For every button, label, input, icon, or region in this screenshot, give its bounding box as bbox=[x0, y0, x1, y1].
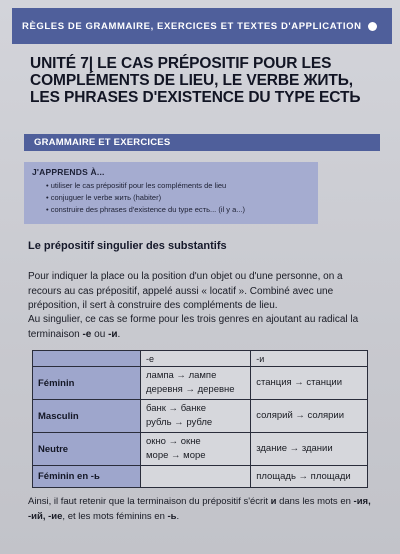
table-cell-line: рубль → рубле bbox=[146, 417, 213, 428]
chapter-banner-text: RÈGLES DE GRAMMAIRE, EXERCICES ET TEXTES D'APPLICATION bbox=[22, 20, 362, 32]
table-row bbox=[33, 466, 368, 488]
paragraph-rule bbox=[28, 494, 378, 524]
declension-table bbox=[32, 350, 368, 488]
section-header: GRAMMAIRE ET EXERCICES bbox=[24, 134, 380, 151]
paragraph-formation-or: ou bbox=[91, 328, 109, 340]
rule-soft-sign: -ь bbox=[167, 511, 177, 522]
table-row bbox=[33, 400, 368, 433]
table-row bbox=[33, 433, 368, 466]
objective-item: • conjuguer le verbe жить (habiter) bbox=[46, 192, 310, 204]
ending-e: -е bbox=[82, 328, 92, 340]
rule-endings: -ия, -ий, -ие bbox=[28, 496, 371, 522]
row-label: Neutre bbox=[33, 433, 141, 466]
table-cell bbox=[141, 400, 251, 433]
ending-i: -и bbox=[108, 328, 118, 340]
table-cell bbox=[141, 466, 251, 488]
objectives-heading: J'APPRENDS À... bbox=[32, 167, 105, 177]
rule-text: . bbox=[176, 511, 180, 522]
table-cell bbox=[141, 367, 251, 400]
table-cell-line: здание → здании bbox=[256, 443, 333, 454]
table-header-cell: -и bbox=[251, 351, 368, 367]
rule-text: Ainsi, il faut retenir que la terminaison du prépositif s'écrit bbox=[28, 496, 271, 507]
subheading: Le prépositif singulier des substantifs bbox=[28, 240, 227, 252]
row-label: Féminin bbox=[33, 367, 141, 400]
table-cell-line: окно → окне bbox=[146, 436, 201, 447]
paragraph-formation-text: Au singulier, ce cas se forme pour les trois genres en ajoutant au radical la terminaison bbox=[28, 314, 359, 340]
table-cell bbox=[141, 433, 251, 466]
row-label: Féminin en -ь bbox=[33, 466, 141, 488]
table-cell-line: станция → станции bbox=[256, 377, 343, 388]
banner-dot-icon bbox=[368, 22, 377, 31]
objectives-list bbox=[32, 180, 310, 216]
objective-item: • utiliser le cas prépositif pour les compléments de lieu bbox=[46, 180, 310, 192]
table-header-row bbox=[33, 351, 368, 367]
table-cell-line: деревня → деревне bbox=[146, 384, 235, 395]
table-cell bbox=[251, 400, 368, 433]
rule-ending: и bbox=[270, 496, 277, 507]
table-cell-line: площадь → площади bbox=[256, 470, 351, 482]
objective-item: • construire des phrases d'existence du type есть... (il y a...) bbox=[46, 204, 310, 216]
table-cell-line: банк → банке bbox=[146, 403, 206, 414]
table-cell-line: море → море bbox=[146, 450, 206, 461]
rule-text: , et les mots féminins en bbox=[62, 511, 168, 522]
row-label: Masculin bbox=[33, 400, 141, 433]
rule-text: dans les mots en bbox=[276, 496, 354, 507]
table-row bbox=[33, 367, 368, 400]
table-header-cell bbox=[33, 351, 141, 367]
table-cell-line: лампа → лампе bbox=[146, 370, 217, 381]
chapter-banner bbox=[12, 8, 392, 44]
table-header-cell: -е bbox=[141, 351, 251, 367]
unit-title: UNITÉ 7| LE CAS PRÉPOSITIF POUR LES COMPLÉMENTS DE LIEU, LE VERBE ЖИТЬ, LES PHRASES D'EXISTENCE DU TYPE ЕСТЬ bbox=[30, 55, 361, 106]
table-cell bbox=[251, 433, 368, 466]
table-cell bbox=[251, 466, 368, 488]
table-cell bbox=[251, 367, 368, 400]
objectives-box bbox=[24, 162, 318, 224]
table-cell-line: солярий → солярии bbox=[256, 410, 345, 421]
paragraph-formation-period: . bbox=[117, 328, 121, 340]
paragraph-formation bbox=[28, 313, 378, 342]
paragraph-intro: Pour indiquer la place ou la position d'un objet ou d'une personne, on a recours au cas prépositif, appelé aussi « locatif ». Combiné avec une préposition, il sert à construire des compléments de lieu. bbox=[28, 271, 343, 311]
